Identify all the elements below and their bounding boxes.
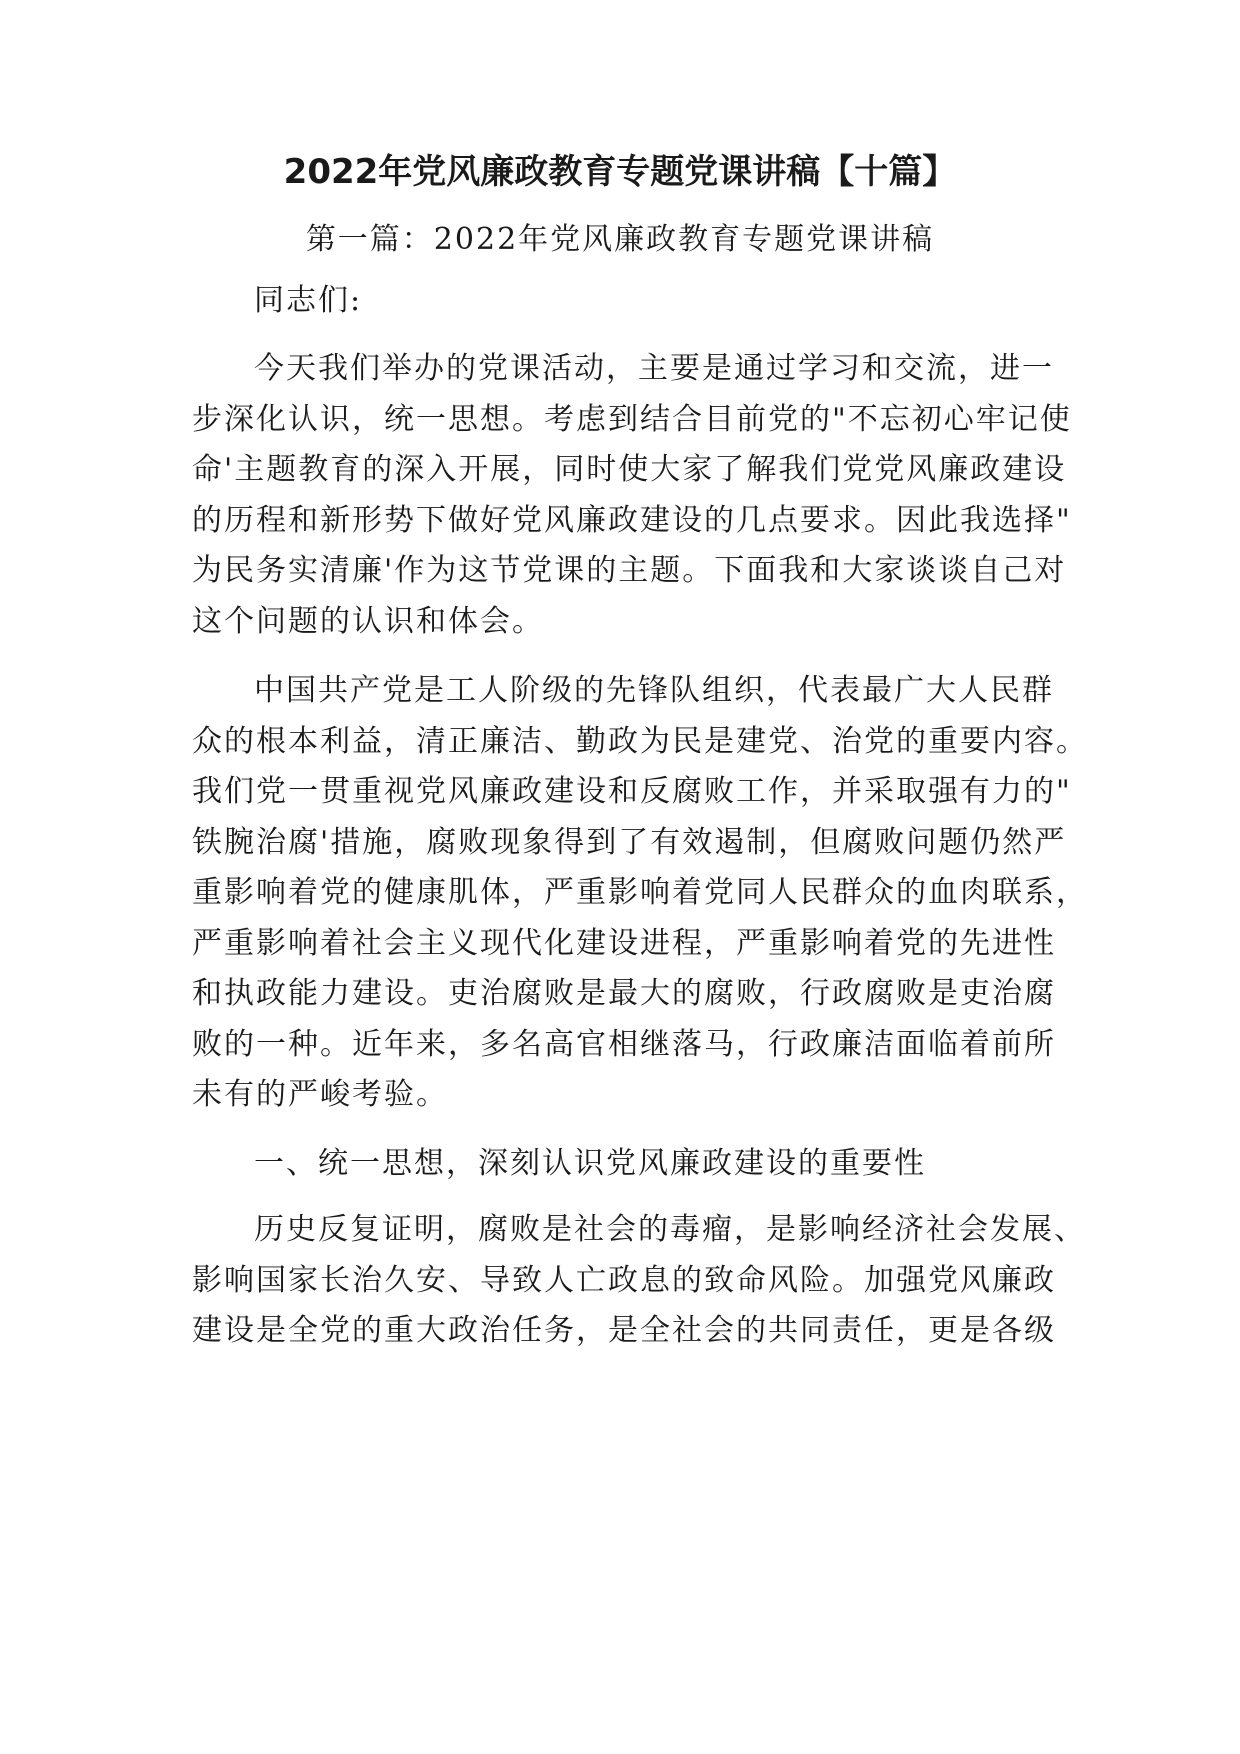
greeting-line: 同志们: [254, 283, 363, 318]
paragraph-2 [192, 666, 1088, 1121]
paragraph-line: 影响国家长治久安、导致人亡政息的致命风险。加强党风廉政 [192, 1262, 1056, 1298]
paragraph-line: 命'主题教育的深入开展，同时使大家了解我们党党风廉政建设 [192, 452, 1067, 487]
section-heading [192, 1139, 1056, 1190]
paragraph-line: 众的根本利益，清正廉洁、勤政为民是建党、治党的重要内容。 [192, 723, 1088, 759]
paragraph-line: 历史反复证明，腐败是社会的毒瘤，是影响经济社会发展、 [254, 1212, 1086, 1247]
paragraph-line: 我们党一贯重视党风廉政建设和反腐败工作，并采取强有力的" [192, 774, 1072, 809]
section-heading-line: 一、统一思想，深刻认识党风廉政建设的重要性 [254, 1146, 926, 1181]
document-title: 2022年党风廉政教育专题党课讲稿【十篇】 [283, 152, 957, 192]
paragraph-line: 严重影响着社会主义现代化建设进程，严重影响着党的先进性 [192, 925, 1056, 961]
paragraph-3 [192, 1205, 1086, 1357]
paragraph-line: 中国共产党是工人阶级的先锋队组织，代表最广大人民群 [254, 673, 1054, 708]
paragraph-line: 未有的严峻考验。 [192, 1077, 448, 1112]
paragraph-line: 建设是全党的重大政治任务，是全社会的共同责任，更是各级 [192, 1313, 1056, 1348]
paragraph-line: 步深化认识，统一思想。考虑到结合目前党的"不忘初心牢记使 [192, 401, 1072, 437]
paragraph-line: 为民务实清廉'作为这节党课的主题。下面我和大家谈谈自己对 [192, 553, 1067, 588]
paragraph-line: 败的一种。近年来，多名高官相继落马，行政廉洁面临着前所 [192, 1026, 1056, 1062]
paragraph-line: 和执政能力建设。吏治腐败是最大的腐败，行政腐败是吏治腐 [192, 976, 1056, 1011]
paragraph-line: 铁腕治腐'措施，腐败现象得到了有效遏制，但腐败问题仍然严 [192, 824, 1067, 860]
paragraph-line: 这个问题的认识和体会。 [192, 603, 544, 639]
paragraph-line: 的历程和新形势下做好党风廉政建设的几点要求。因此我选择" [192, 502, 1072, 538]
paragraph-line: 重影响着党的健康肌体，严重影响着党同人民群众的血肉联系， [192, 875, 1088, 910]
paragraph-1 [192, 344, 1072, 647]
document-subtitle: 第一篇：2022年党风廉政教育专题党课讲稿 [305, 222, 935, 257]
paragraph-line: 今天我们举办的党课活动，主要是通过学习和交流，进一 [254, 351, 1054, 386]
greeting [192, 276, 1056, 327]
